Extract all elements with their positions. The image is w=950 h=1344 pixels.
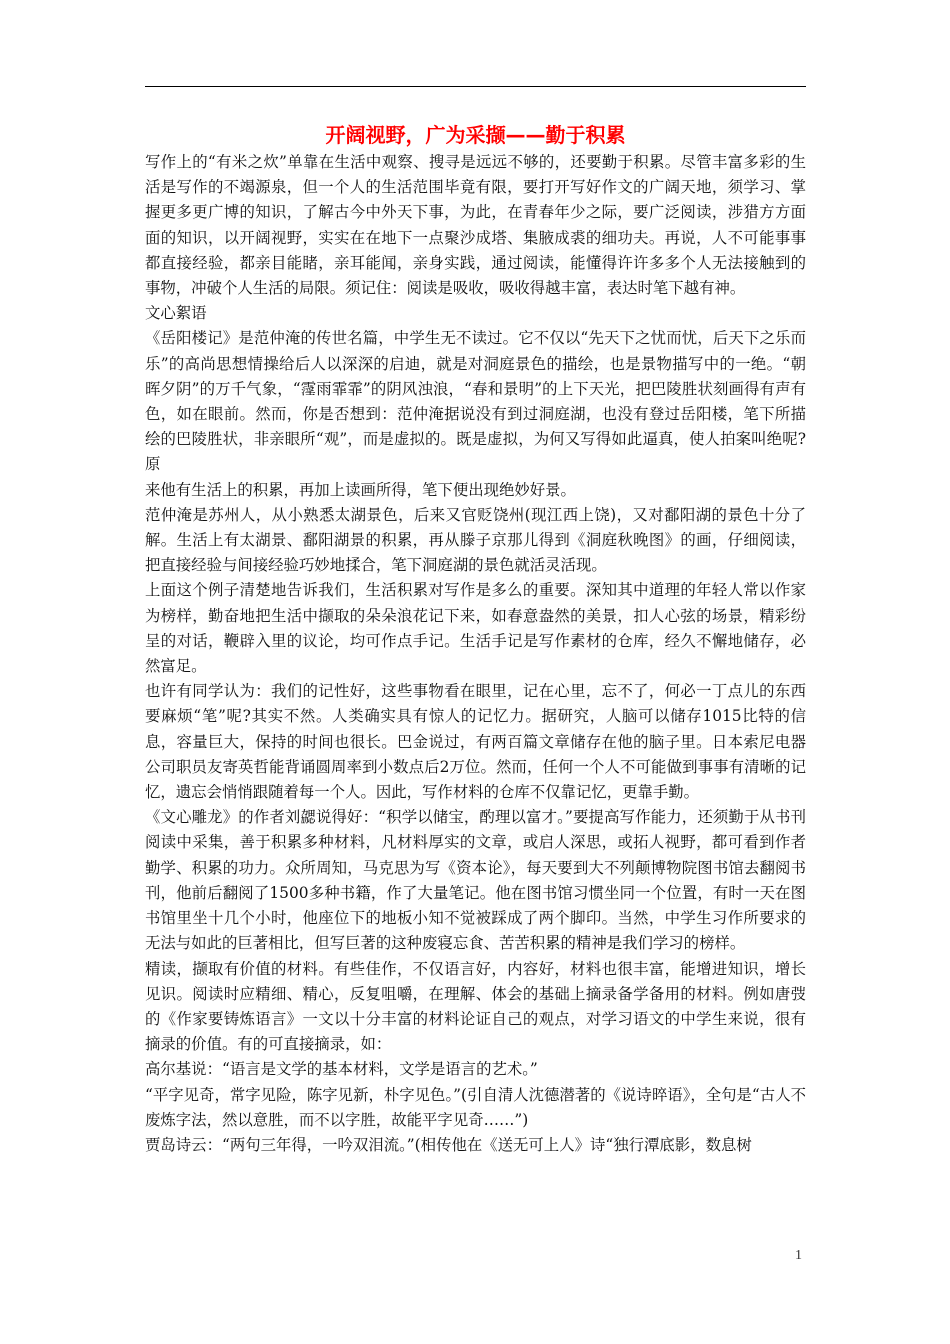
header-rule <box>145 86 806 87</box>
paragraph: “平字见奇，常字见险，陈字见新，朴字见色。”(引自清人沈德潜著的《说诗晬语》，全句是“古人不废炼字法，然以意胜，而不以字胜，故能平字见奇……”) <box>145 1085 806 1129</box>
paragraph: 《文心雕龙》的作者刘勰说得好：“积学以储宝，酌理以富才。”要提高写作能力，还须勤于从书刊阅读中采集，善于积累多种材料，凡材料厚实的文章，或启人深思，或拓人视野，都可看到作者勤学、积累的功力。众所周知，马克思为写《资本论》，每天要到大不列颠博物院图书馆去翻阅书刊，他前后翻阅了1500多种书籍，作了大量笔记。他在图书馆习惯坐同一个位置，有时一天在图书馆里坐十几个小时，他座位下的地板小知不觉被踩成了两个脚印。当然，中学生习作所要求的无法与如此的巨著相比，但写巨著的这种废寝忘食、苦苦积累的精神是我们学习的榜样。 <box>145 808 806 953</box>
paragraph: 范仲淹是苏州人，从小熟悉太湖景色，后来又官贬饶州(现江西上饶)，又对鄱阳湖的景色十分了解。生活上有太湖景、鄱阳湖景的积累，再从滕子京那儿得到《洞庭秋晚图》的画，仔细阅读，把直接经验与间接经验巧妙地揉合，笔下洞庭湖的景色就活灵活现。 <box>145 505 806 575</box>
paragraph: 高尔基说：“语言是文学的基本材料，文学是语言的艺术。” <box>145 1060 538 1079</box>
document-body <box>145 150 806 1158</box>
paragraph: 精读，撷取有价值的材料。有些佳作，不仅语言好，内容好，材料也很丰富，能增进知识，增长见识。阅读时应精细、精心，反复咀嚼，在理解、体会的基础上摘录备学备用的材料。例如唐弢的《作家要铸炼语言》一文以十分丰富的材料论证自己的观点，对学习语文的中学生来说，很有摘录的价值。有的可直接摘录，如： <box>145 959 806 1054</box>
paragraph: 贾岛诗云：“两句三年得，一吟双泪流。”(相传他在《送无可上人》诗“独行潭底影，数息树 <box>145 1135 752 1154</box>
paragraph: 《岳阳楼记》是范仲淹的传世名篇，中学生无不读过。它不仅以“先天下之忧而忧，后天下之乐而乐”的高尚思想情操给后人以深深的启迪，就是对洞庭景色的描绘，也是景物描写中的一绝。“朝晖夕阴”的万千气象，“霪雨霏霏”的阴风浊浪，“春和景明”的上下天光，把巴陵胜状刻画得有声有色，如在眼前。然而，你是否想到：范仲淹据说没有到过洞庭湖，也没有登过岳阳楼，笔下所描绘的巴陵胜状，非亲眼所“观”，而是虚拟的。既是虚拟，为何又写得如此逼真，使人拍案叫绝呢?原 <box>145 329 806 474</box>
paragraph: 来他有生活上的积累，再加上读画所得，笔下便出现绝妙好景。 <box>145 480 576 499</box>
document-title: 开阔视野，广为采撷——勤于积累 <box>325 123 626 147</box>
paragraph: 上面这个例子清楚地告诉我们，生活积累对写作是多么的重要。深知其中道理的年轻人常以作家为榜样，勤奋地把生活中撷取的朵朵浪花记下来，如春意盎然的美景，扣人心弦的场景，精彩纷呈的对话，鞭辟入里的议论，均可作点手记。生活手记是写作素材的仓库，经久不懈地储存，必然富足。 <box>145 581 806 676</box>
section-heading: 文心絮语 <box>145 304 207 323</box>
paragraph: 写作上的“有米之炊”单靠在生活中观察、搜寻是远远不够的，还要勤于积累。尽管丰富多彩的生活是写作的不竭源泉，但一个人的生活范围毕竟有限，要打开写好作文的广阔天地，须学习、掌握更多更广博的知识，了解古今中外天下事，为此，在青春年少之际，要广泛阅读，涉猎方方面面的知识，以开阔视野，实实在在地下一点聚沙成塔、集腋成裘的细功夫。再说，人不可能事事都直接经验，都亲目能睹，亲耳能闻，亲身实践，通过阅读，能懂得许许多多个人无法接触到的事物，冲破个人生活的局限。须记住：阅读是吸收，吸收得越丰富，表达时笔下越有神。 <box>145 153 806 298</box>
page-number: 1 <box>795 1248 802 1263</box>
paragraph: 也许有同学认为：我们的记性好，这些事物看在眼里，记在心里，忘不了，何必一丁点儿的东西要麻烦“笔”呢?其实不然。人类确实具有惊人的记忆力。据研究，人脑可以储存1015比特的信息，容量巨大，保持的时间也很长。巴金说过，有两百篇文章储存在他的脑子里。日本索尼电器公司职员友寄英哲能背诵圆周率到小数点后2万位。然而，任何一个人不可能做到事事有清晰的记忆，遗忘会悄悄跟随着每一个人。因此，写作材料的仓库不仅靠记忆，更靠手勤。 <box>145 682 806 802</box>
